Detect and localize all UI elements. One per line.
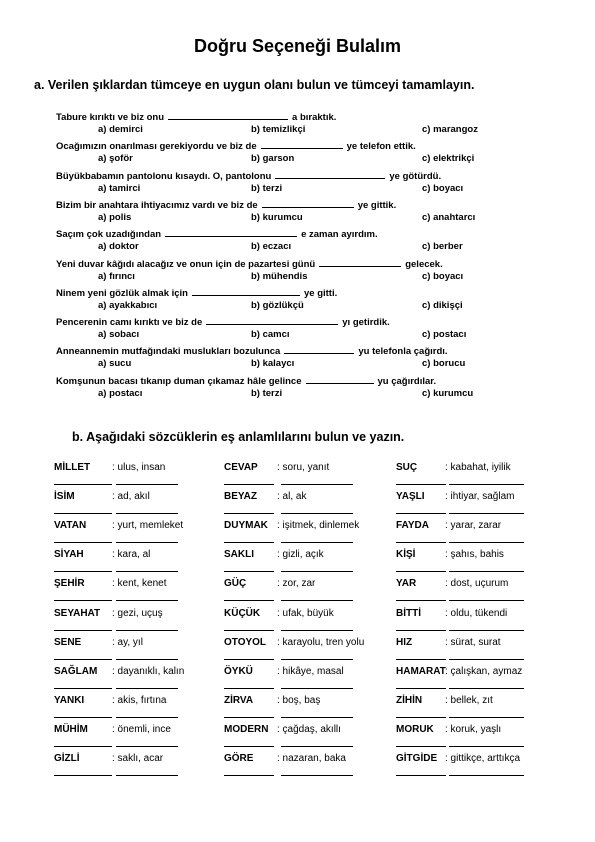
entry-choices: : önemli, ince (112, 723, 171, 735)
section-a-heading: a. Verilen şıklardan tümceye en uygun olanı bulun ve tümceyi tamamlayın. (34, 78, 475, 92)
entry-word: SENE (54, 636, 82, 648)
question-text-before: Anneannemin mutfağındaki muslukları bozulunca (56, 346, 281, 358)
answer-line-right[interactable] (281, 600, 353, 601)
answer-line-right[interactable] (116, 746, 178, 747)
question-sentence (56, 139, 416, 152)
answer-line-left[interactable] (224, 775, 274, 776)
synonym-entry (54, 549, 84, 560)
synonym-entry (224, 666, 253, 677)
answer-line-right[interactable] (449, 484, 524, 485)
answer-line-right[interactable] (281, 571, 353, 572)
option-c[interactable]: c) marangoz (422, 124, 478, 135)
entry-choices: : sürat, surat (445, 636, 501, 648)
entry-word: MORUK (396, 723, 434, 735)
entry-word: SUÇ (396, 462, 418, 473)
synonym-entry (54, 491, 75, 502)
answer-line-left[interactable] (224, 542, 274, 543)
answer-blank[interactable] (275, 169, 385, 179)
option-b[interactable]: b) kalaycı (251, 358, 295, 370)
synonym-entry (396, 637, 412, 648)
answer-line-left[interactable] (54, 630, 112, 631)
entry-choices: : ulus, insan (112, 462, 166, 473)
synonym-entry (224, 549, 254, 560)
option-b[interactable]: b) camcı (251, 329, 290, 341)
synonym-entry (224, 491, 257, 502)
entry-word: İSİM (54, 491, 75, 503)
option-c[interactable]: c) postacı (422, 329, 467, 341)
answer-line-right[interactable] (449, 513, 524, 514)
answer-line-right[interactable] (116, 717, 178, 718)
entry-choices: : boş, baş (277, 694, 321, 706)
entry-word: CEVAP (224, 462, 258, 473)
option-a[interactable]: a) doktor (98, 241, 139, 253)
worksheet-title: Doğru Seçeneği Bulalım (193, 36, 402, 56)
answer-line-left[interactable] (224, 688, 274, 689)
answer-line-left[interactable] (396, 775, 446, 776)
answer-blank[interactable] (165, 227, 297, 237)
answer-blank[interactable] (319, 257, 401, 267)
answer-line-right[interactable] (449, 600, 524, 601)
entry-word: SİYAH (54, 549, 84, 561)
option-a[interactable]: a) fırıncı (98, 270, 135, 282)
entry-word: MİLLET (54, 462, 91, 473)
answer-blank[interactable] (306, 374, 374, 384)
entry-choices: : hikâye, masal (277, 665, 344, 677)
answer-line-right[interactable] (116, 484, 178, 485)
synonym-entry (396, 520, 429, 531)
answer-line-left[interactable] (396, 513, 446, 514)
question-text-after: ye gittik. (357, 199, 397, 211)
answer-line-right[interactable] (449, 571, 524, 572)
option-a[interactable]: a) şoför (98, 153, 133, 165)
synonym-entry (54, 695, 84, 706)
question-text-before: Tabure kırıktı ve biz onu (56, 112, 165, 123)
entry-choices: : akis, fırtına (112, 694, 167, 706)
entry-word: YAŞLI (396, 491, 425, 503)
answer-line-left[interactable] (396, 717, 446, 718)
question-text-before: Ocağımızın onarılması gerekiyordu ve biz de (56, 141, 257, 153)
answer-line-left[interactable] (224, 630, 274, 631)
entry-word: GİTGİDE (396, 753, 438, 764)
question-text-after: yı getirdik. (342, 317, 390, 329)
entry-word: GÖRE (224, 753, 254, 764)
option-b[interactable]: b) terzi (251, 182, 283, 194)
answer-line-right[interactable] (449, 717, 524, 718)
synonym-entry (396, 578, 416, 589)
synonym-entry (54, 666, 97, 677)
synonym-entry (54, 753, 80, 764)
entry-choices: : bellek, zıt (445, 694, 493, 706)
question-text-after: gelecek. (405, 258, 443, 270)
entry-choices: : ihtiyar, sağlam (445, 491, 515, 503)
answer-line-right[interactable] (116, 630, 178, 631)
synonym-entry (396, 491, 425, 502)
option-a[interactable]: a) tamirci (98, 182, 141, 194)
entry-choices: : çağdaş, akıllı (277, 723, 341, 735)
option-a[interactable]: a) ayakkabıcı (98, 299, 158, 311)
answer-line-left[interactable] (224, 746, 274, 747)
answer-blank[interactable] (262, 198, 354, 208)
answer-line-left[interactable] (396, 746, 446, 747)
answer-line-right[interactable] (116, 542, 178, 543)
entry-choices: : ad, akıl (112, 491, 150, 503)
question-text-after: ye telefon ettik. (346, 141, 416, 153)
answer-line-right[interactable] (449, 775, 524, 776)
answer-line-left[interactable] (396, 484, 446, 485)
entry-word: YAR (396, 578, 417, 590)
entry-choices: : dayanıklı, kalın (112, 665, 185, 677)
answer-line-right[interactable] (281, 659, 353, 660)
answer-line-right[interactable] (281, 630, 353, 631)
answer-line-left[interactable] (396, 571, 446, 572)
question-text-after: a bıraktık. (292, 112, 337, 123)
option-c[interactable]: c) elektrikçi (422, 153, 475, 165)
entry-choices: : kara, al (112, 549, 151, 561)
entry-choices: : kent, kenet (112, 578, 167, 590)
answer-line-right[interactable] (116, 688, 178, 689)
answer-line-left[interactable] (54, 542, 112, 543)
answer-line-right[interactable] (281, 746, 353, 747)
answer-line-right[interactable] (281, 542, 353, 543)
option-b[interactable]: b) mühendis (251, 270, 308, 282)
entry-choices: : oldu, tükendi (445, 607, 508, 619)
question-sentence (56, 169, 441, 182)
entry-word: ZİHİN (396, 694, 423, 706)
entry-word: VATAN (54, 520, 87, 532)
answer-line-right[interactable] (449, 630, 524, 631)
question-text-before: Komşunun bacası tıkanıp duman çıkamaz hâle gelince (56, 375, 302, 387)
entry-word: HIZ (396, 636, 413, 648)
entry-choices: : ufak, büyük (277, 607, 334, 619)
answer-line-left[interactable] (396, 600, 446, 601)
entry-choices: : karayolu, tren yolu (277, 636, 365, 648)
option-c[interactable]: c) kurumcu (422, 387, 474, 399)
question-sentence (56, 227, 378, 240)
option-c[interactable]: c) borucu (422, 358, 466, 370)
entry-choices: : gezi, uçuş (112, 607, 163, 619)
question-text-after: ye gitti. (303, 287, 338, 299)
entry-choices: : koruk, yaşlı (445, 723, 502, 735)
synonym-entry (396, 549, 415, 560)
answer-line-left[interactable] (54, 513, 112, 514)
answer-line-right[interactable] (449, 659, 524, 660)
entry-word: BİTTİ (396, 607, 421, 619)
entry-word: GİZLİ (54, 753, 80, 764)
answer-line-left[interactable] (224, 484, 274, 485)
section-b-heading: b. Aşağıdaki sözcüklerin eş anlamlılarını bulun ve yazın. (72, 430, 405, 444)
question-text-after: yu çağırdılar. (377, 375, 437, 387)
entry-choices: : ay, yıl (112, 636, 143, 648)
question-text-before: Ninem yeni gözlük almak için (56, 287, 188, 299)
option-b[interactable]: b) eczacı (251, 241, 292, 253)
entry-word: YANKI (54, 694, 85, 706)
answer-line-left[interactable] (224, 571, 274, 572)
answer-blank[interactable] (261, 139, 343, 149)
entry-choices: : dost, uçurum (445, 578, 509, 590)
question-sentence (56, 315, 390, 328)
entry-word: ÖYKÜ (224, 665, 253, 677)
entry-choices: : zor, zar (277, 578, 316, 590)
answer-line-left[interactable] (54, 484, 112, 485)
option-b[interactable]: b) gözlükçü (251, 299, 304, 311)
option-b[interactable]: b) temizlikçi (251, 124, 306, 135)
answer-blank[interactable] (206, 315, 338, 325)
entry-choices: : şahıs, bahis (445, 549, 504, 561)
answer-blank[interactable] (192, 286, 300, 296)
answer-blank[interactable] (284, 344, 354, 354)
option-c[interactable]: c) boyacı (422, 270, 464, 282)
option-c[interactable]: c) boyacı (422, 182, 464, 194)
entry-word: MÜHİM (54, 723, 88, 735)
question-sentence (56, 374, 436, 387)
synonym-entry (396, 753, 437, 764)
answer-line-right[interactable] (116, 659, 178, 660)
synonym-entry (224, 695, 253, 706)
entry-choices: : gittikçe, arttıkça (445, 753, 521, 764)
question-sentence (56, 257, 443, 270)
answer-line-right[interactable] (116, 513, 178, 514)
option-a[interactable]: a) postacı (98, 387, 143, 399)
synonym-entry (224, 637, 266, 648)
answer-line-right[interactable] (449, 688, 524, 689)
synonym-entry (396, 462, 417, 473)
entry-word: OTOYOL (224, 636, 267, 648)
question-sentence (56, 286, 337, 299)
question-text-before: Büyükbabamın pantolonu kısaydı. O, pantolonu (56, 170, 272, 182)
entry-word: MODERN (224, 723, 269, 735)
entry-choices: : soru, yanıt (277, 462, 330, 473)
synonym-entry (224, 608, 260, 619)
entry-word: BEYAZ (224, 491, 257, 503)
entry-choices: : yarar, zarar (445, 520, 502, 532)
question-text-before: Yeni duvar kâğıdı alacağız ve onun için de pazartesi günü (56, 258, 316, 270)
entry-word: SEYAHAT (54, 607, 101, 619)
entry-word: ZİRVA (224, 694, 254, 706)
entry-word: KİŞİ (396, 549, 416, 561)
answer-line-left[interactable] (396, 659, 446, 660)
synonym-entry (396, 724, 434, 735)
answer-line-left[interactable] (224, 717, 274, 718)
entry-choices: : yurt, memleket (112, 520, 184, 532)
answer-line-left[interactable] (54, 746, 112, 747)
entry-word: FAYDA (396, 520, 429, 532)
synonym-entry (224, 462, 258, 473)
entry-choices: : gizli, açık (277, 549, 324, 561)
answer-line-left[interactable] (54, 600, 112, 601)
answer-line-left[interactable] (54, 775, 112, 776)
answer-line-left[interactable] (54, 571, 112, 572)
synonym-entry (54, 462, 90, 473)
answer-line-left[interactable] (54, 688, 112, 689)
entry-choices: : al, ak (277, 491, 307, 503)
option-c[interactable]: c) berber (422, 241, 463, 253)
option-b[interactable]: b) kurumcu (251, 211, 303, 223)
question-text-after: yu telefonla çağırdı. (358, 346, 448, 358)
entry-choices: : saklı, acar (112, 753, 164, 764)
question-sentence (56, 110, 336, 123)
answer-line-right[interactable] (449, 746, 524, 747)
synonym-entry (224, 753, 253, 764)
option-b[interactable]: b) terzi (251, 387, 283, 399)
answer-line-left[interactable] (54, 717, 112, 718)
answer-line-right[interactable] (116, 775, 178, 776)
entry-word: SAĞLAM (54, 665, 98, 677)
answer-line-right[interactable] (116, 600, 178, 601)
option-c[interactable]: c) anahtarcı (422, 211, 476, 223)
synonym-entry (396, 608, 421, 619)
answer-line-left[interactable] (54, 659, 112, 660)
answer-line-right[interactable] (281, 484, 353, 485)
synonym-entry (224, 578, 246, 589)
answer-line-right[interactable] (449, 542, 524, 543)
option-a[interactable]: a) sobacı (98, 329, 140, 341)
entry-choices: : nazaran, baka (277, 753, 346, 764)
answer-line-left[interactable] (396, 688, 446, 689)
entry-choices: : çalışkan, aymaz (445, 665, 523, 677)
question-text-before: Saçım çok uzadığından (56, 229, 162, 241)
answer-line-right[interactable] (281, 513, 353, 514)
question-text-before: Pencerenin camı kırıktı ve biz de (56, 317, 203, 329)
entry-choices: : işitmek, dinlemek (277, 520, 360, 532)
option-a[interactable]: a) polis (98, 211, 132, 223)
answer-line-left[interactable] (224, 659, 274, 660)
question-sentence (56, 198, 396, 211)
answer-line-left[interactable] (396, 630, 446, 631)
option-a[interactable]: a) sucu (98, 358, 132, 370)
synonym-entry (396, 695, 422, 706)
synonym-entry (396, 666, 446, 677)
question-text-after: e zaman ayırdım. (301, 229, 378, 241)
answer-line-right[interactable] (281, 688, 353, 689)
entry-choices: : kabahat, iyilik (445, 462, 511, 473)
synonym-entry (54, 724, 88, 735)
synonym-entry (54, 520, 86, 531)
synonym-entry (54, 637, 81, 648)
entry-word: SAKLI (224, 549, 254, 561)
synonym-entry (54, 578, 85, 589)
entry-word: GÜÇ (224, 578, 247, 590)
answer-line-right[interactable] (281, 775, 353, 776)
entry-word: DUYMAK (224, 520, 268, 532)
synonym-entry (54, 608, 100, 619)
option-a[interactable]: a) demirci (98, 124, 143, 135)
answer-line-left[interactable] (224, 600, 274, 601)
answer-line-right[interactable] (116, 571, 178, 572)
synonym-entry (224, 520, 268, 531)
answer-line-left[interactable] (396, 542, 446, 543)
option-b[interactable]: b) garson (251, 153, 295, 165)
answer-line-right[interactable] (281, 717, 353, 718)
answer-line-left[interactable] (224, 513, 274, 514)
question-text-before: Bizim bir anahtara ihtiyacımız vardı ve biz de (56, 199, 258, 211)
question-text-after: ye götürdü. (389, 170, 442, 182)
question-sentence (56, 344, 448, 357)
entry-word: HAMARAT (396, 665, 446, 677)
option-c[interactable]: c) dikişçi (422, 299, 463, 311)
entry-word: ŞEHİR (54, 578, 85, 590)
answer-blank[interactable] (168, 110, 288, 120)
entry-word: KÜÇÜK (224, 607, 261, 619)
synonym-entry (224, 724, 268, 735)
